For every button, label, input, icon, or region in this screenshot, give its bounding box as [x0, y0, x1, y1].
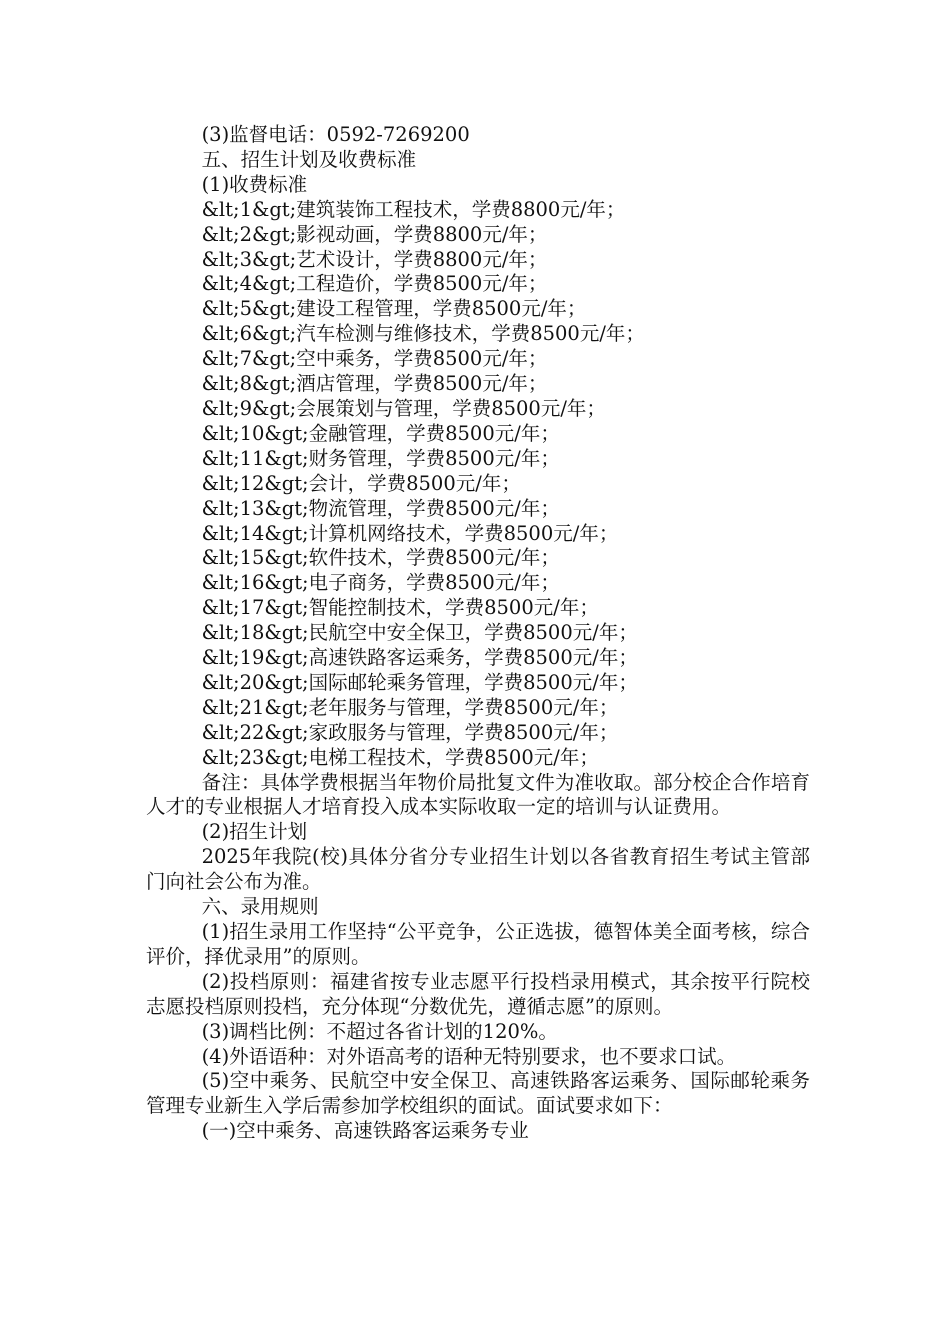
- fee-item: &lt;21&gt;老年服务与管理，学费8500元/年；: [201, 695, 619, 719]
- fee-item: &lt;14&gt;计算机网络技术，学费8500元/年；: [201, 521, 619, 545]
- paragraph-rule-interview: (5)空中乘务、民航空中安全保卫、高速铁路客运乘务、国际邮轮乘务管理专业新生入学后需参加学校组织的面试。面试要求如下：: [146, 1069, 810, 1118]
- section-heading-admission-rules: 六、录用规则: [201, 895, 319, 919]
- subheading-interview-majors: (一)空中乘务、高速铁路客运乘务专业: [201, 1119, 529, 1143]
- fee-item: &lt;3&gt;艺术设计，学费8800元/年；: [201, 247, 548, 271]
- fee-item: &lt;10&gt;金融管理，学费8500元/年；: [201, 421, 560, 445]
- fee-item: &lt;1&gt;建筑装饰工程技术，学费8800元/年；: [201, 197, 626, 221]
- paragraph-supervision-phone: (3)监督电话：0592-7269200: [201, 123, 470, 146]
- fee-item: &lt;12&gt;会计，学费8500元/年；: [201, 471, 521, 495]
- subheading-fee-standard: (1)收费标准: [201, 172, 308, 196]
- paragraph-enrollment-plan: 2025年我院(校)具体分省分专业招生计划以各省教育招生考试主管部门向社会公布为准。: [146, 845, 810, 894]
- fee-item: &lt;17&gt;智能控制技术，学费8500元/年；: [201, 596, 599, 620]
- fee-item: &lt;4&gt;工程造价，学费8500元/年；: [201, 272, 548, 296]
- fee-item: &lt;7&gt;空中乘务，学费8500元/年；: [201, 347, 548, 371]
- fee-item: &lt;16&gt;电子商务，学费8500元/年；: [201, 571, 560, 595]
- subheading-enrollment-plan: (2)招生计划: [201, 820, 308, 844]
- fee-item: &lt;9&gt;会展策划与管理，学费8500元/年；: [201, 396, 606, 420]
- fee-item: &lt;13&gt;物流管理，学费8500元/年；: [201, 496, 560, 520]
- fee-item: &lt;20&gt;国际邮轮乘务管理，学费8500元/年；: [201, 670, 638, 694]
- document-body: [146, 123, 810, 1144]
- fee-item: &lt;5&gt;建设工程管理，学费8500元/年；: [201, 297, 587, 321]
- section-heading-enrollment-plan: 五、招生计划及收费标准: [201, 147, 417, 171]
- paragraph-rule-principle: (1)招生录用工作坚持“公平竞争，公正选拔，德智体美全面考核，综合评价，择优录用”的原则。: [146, 920, 810, 968]
- fee-item: &lt;8&gt;酒店管理，学费8500元/年；: [201, 372, 548, 396]
- paragraph-rule-language: (4)外语语种：对外语高考的语种无特别要求，也不要求口试。: [201, 1044, 737, 1068]
- fee-item: &lt;15&gt;软件技术，学费8500元/年；: [201, 546, 560, 570]
- paragraph-fee-note: 备注：具体学费根据当年物价局批复文件为准收取。部分校企合作培育人才的专业根据人才培育投入成本实际收取一定的培训与认证费用。: [146, 770, 810, 819]
- fee-item: &lt;6&gt;汽车检测与维修技术，学费8500元/年；: [201, 322, 645, 346]
- paragraph-rule-filing: (2)投档原则：福建省按专业志愿平行投档录用模式，其余按平行院校志愿投档原则投档，充分体现“分数优先，遵循志愿”的原则。: [146, 969, 810, 1018]
- fee-item: &lt;23&gt;电梯工程技术，学费8500元/年；: [201, 745, 599, 769]
- fee-item: &lt;22&gt;家政服务与管理，学费8500元/年；: [201, 720, 619, 744]
- paragraph-rule-ratio: (3)调档比例：不超过各省计划的120%。: [201, 1019, 558, 1043]
- fee-item: &lt;19&gt;高速铁路客运乘务，学费8500元/年；: [201, 646, 638, 670]
- fee-item: &lt;11&gt;财务管理，学费8500元/年；: [201, 446, 560, 470]
- fee-item: &lt;2&gt;影视动画，学费8800元/年；: [201, 222, 548, 246]
- fee-item: &lt;18&gt;民航空中安全保卫，学费8500元/年；: [201, 621, 638, 645]
